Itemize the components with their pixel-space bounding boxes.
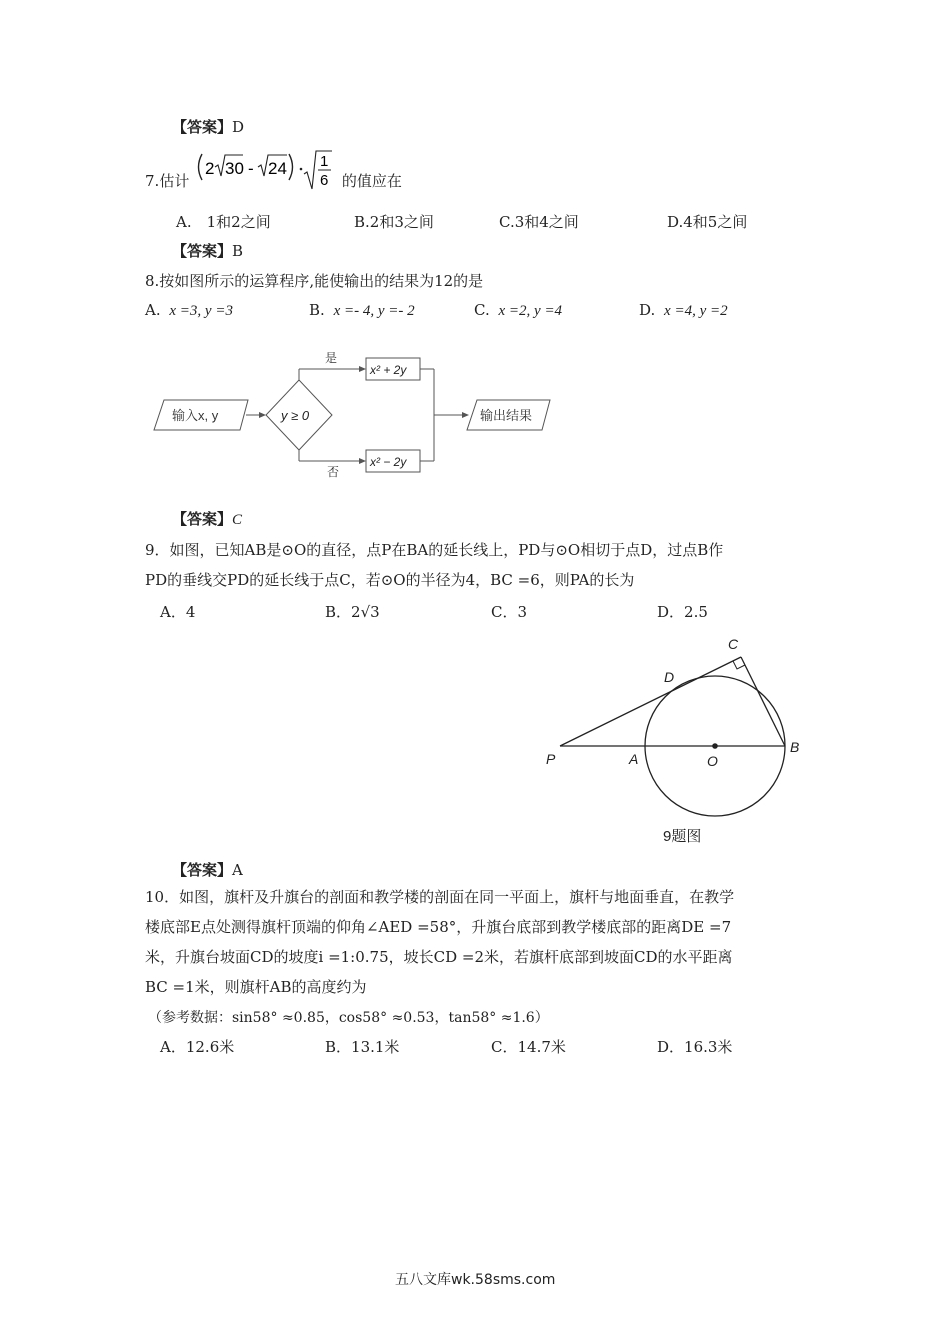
flow-no-label: 否 (327, 465, 340, 479)
q10-line1: 10．如图，旗杆及升旗台的剖面和教学楼的剖面在同一平面上，旗杆与地面垂直，在教学 (145, 888, 735, 906)
q7-expr-text (194, 150, 195, 151)
q7-rad2: 24 (268, 159, 288, 178)
q8-option-a (145, 301, 233, 320)
q7-option-c: C.3和4之间 (499, 213, 579, 231)
q7-frac-den: 6 (320, 172, 329, 189)
q9-label-d: D (664, 669, 675, 685)
flow-yes-label: 是 (325, 351, 338, 365)
q8-stem: 8.按如图所示的运算程序,能使输出的结果为12的是 (145, 272, 484, 290)
q7-frac-num: 1 (320, 153, 329, 170)
q8-answer-value: C (232, 512, 243, 528)
q8-option-b-value: x =- 4, y =- 2 (333, 303, 415, 319)
flow-arrowhead-out (462, 412, 469, 418)
q7-expression-svg (194, 150, 337, 190)
q8-answer (172, 508, 242, 529)
q9-option-a: A．4 (160, 603, 196, 621)
q7-coef: 2 (205, 159, 215, 178)
flow-arrowhead-yes (359, 366, 366, 372)
q9-option-c: C．3 (491, 603, 528, 621)
q7-dot (300, 168, 303, 171)
q10-line3: 米，升旗台坡面CD的坡度i =1:0.75，坡长CD =2米，若旗杆底部到坡面CD的水平距离 (145, 948, 733, 966)
q9-label-a: A (629, 751, 639, 767)
q9-answer-value: A (232, 861, 243, 879)
q9-segment-pc (560, 657, 741, 746)
q9-option-b: B．2√3 (325, 603, 380, 621)
q7-option-d: D.4和5之间 (667, 213, 748, 231)
q7-number: 7. (145, 172, 160, 190)
flow-yes-expr: x² + 2y (370, 363, 407, 377)
q7-answer-value: B (232, 242, 244, 260)
q9-line2: PD的垂线交PD的延长线于点C，若⊙O的半径为4，BC =6，则PA的长为 (145, 571, 635, 589)
q10-line2: 楼底部E点处测得旗杆顶端的仰角∠AED =58°，升旗台底部到教学楼底部的距离DE =7 (145, 918, 732, 936)
q7-right-paren (289, 154, 293, 180)
q10-option-c: C．14.7米 (491, 1038, 566, 1056)
q10-option-a: A．12.6米 (160, 1038, 235, 1056)
q10-line4: BC =1米，则旗杆AB的高度约为 (145, 978, 367, 996)
q7-tail: 的值应在 (341, 172, 402, 190)
q8-flowchart (150, 345, 570, 485)
q9-figure (540, 630, 820, 850)
q6-answer-label: 【答案】 (172, 118, 233, 136)
q8-option-b-letter: B. (309, 301, 325, 319)
flow-no-expr: x² − 2y (370, 455, 407, 469)
flow-input-text: 输入x, y (172, 408, 219, 423)
q7-left-paren (199, 154, 203, 180)
q8-option-c-value: x =2, y =4 (498, 303, 563, 319)
q7-answer-label: 【答案】 (172, 242, 233, 260)
q9-answer (172, 859, 243, 880)
q7-rad1: 30 (225, 159, 245, 178)
q7-minus: - (248, 159, 254, 178)
q9-figure-caption: 9题图 (663, 828, 702, 845)
q10-reference: （参考数据：sin58° ≈0.85，cos58° ≈0.53，tan58° ≈1.6） (148, 1010, 549, 1026)
q7-answer (172, 240, 243, 261)
q9-label-b: B (790, 739, 800, 755)
q7-option-a: A. 1和2之间 (176, 213, 271, 231)
flow-arrowhead-no (359, 458, 366, 464)
q8-option-c-letter: C. (474, 301, 490, 319)
q10-option-d: D．16.3米 (657, 1038, 733, 1056)
q9-label-c: C (728, 636, 739, 652)
q6-answer-value: D (232, 118, 245, 136)
q7-option-b: B.2和3之间 (354, 213, 434, 231)
q9-label-o: O (707, 753, 718, 769)
q9-center-dot (712, 743, 718, 749)
q9-line1: 9．如图，已知AB是⊙O的直径，点P在BA的延长线上，PD与⊙O相切于点D，过点B作 (145, 541, 724, 559)
q8-option-a-value: x =3, y =3 (169, 303, 233, 319)
flow-arrowhead-1 (259, 412, 266, 418)
q8-option-a-letter: A. (145, 301, 161, 319)
q8-option-b (309, 301, 415, 320)
q9-segment-bc (741, 657, 785, 746)
footer-watermark: 五八文库wk.58sms.com (395, 1272, 556, 1288)
q10-option-b: B．13.1米 (325, 1038, 400, 1056)
q7-stem (145, 153, 402, 204)
flow-condition-text: y ≥ 0 (281, 408, 310, 423)
q9-label-p: P (546, 751, 556, 767)
q7-expression (194, 150, 337, 190)
q6-answer (172, 116, 244, 137)
q8-option-d-letter: D. (639, 301, 656, 319)
q9-option-d: D．2.5 (657, 603, 708, 621)
flow-output-text: 输出结果 (480, 408, 533, 423)
q9-answer-label: 【答案】 (172, 861, 233, 879)
q8-option-d-value: x =4, y =2 (664, 303, 728, 319)
q8-option-c (474, 301, 562, 320)
q7-lead: 估计 (159, 172, 190, 190)
q8-option-d (639, 301, 728, 320)
q8-answer-label: 【答案】 (172, 510, 233, 528)
